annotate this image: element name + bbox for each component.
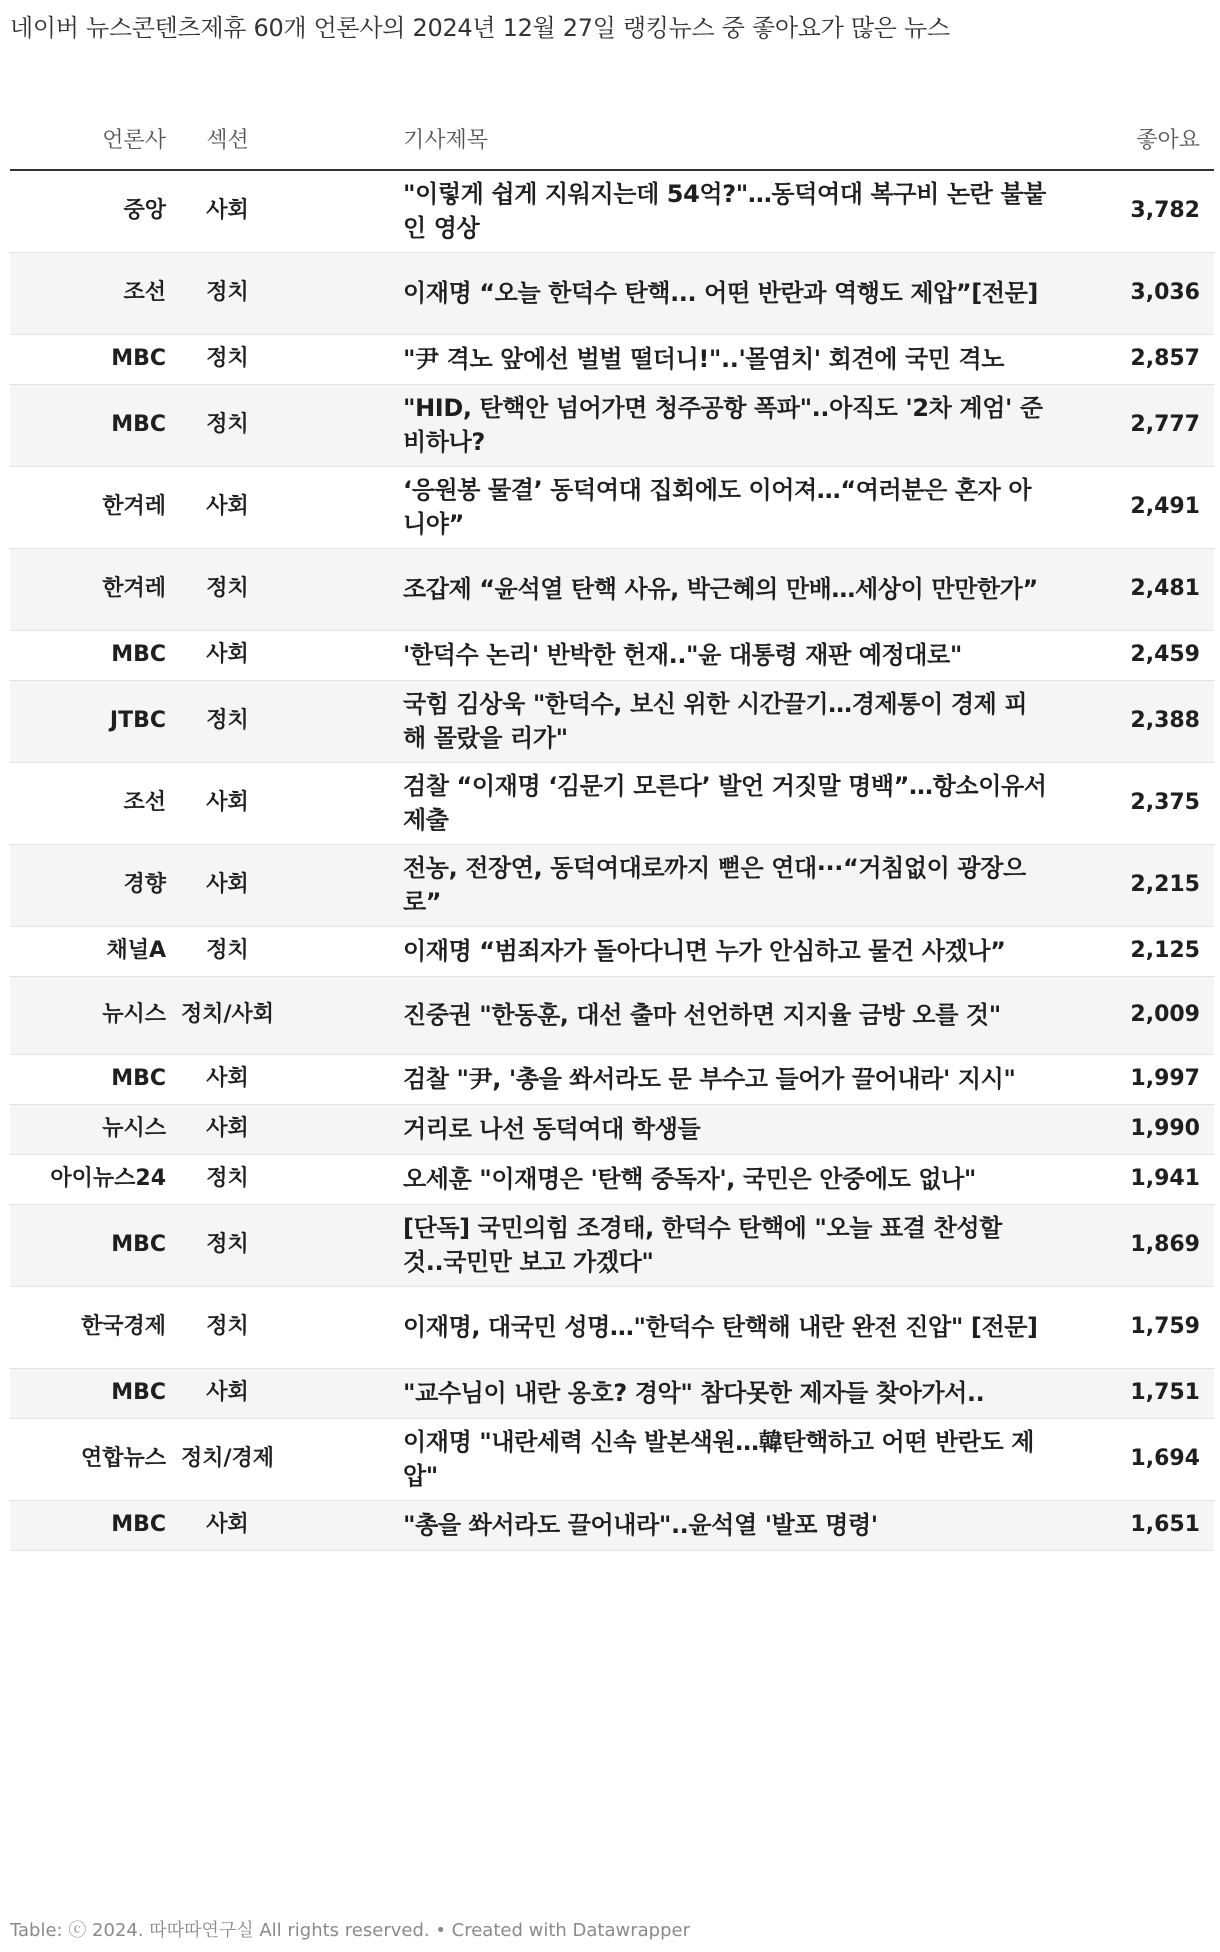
press-cell: 연합뉴스 — [10, 1418, 170, 1500]
table-row — [10, 384, 1214, 466]
section-cell: 정치 — [170, 548, 285, 630]
table-row — [10, 1418, 1214, 1500]
likes-cell: 1,751 — [1055, 1368, 1214, 1418]
footer-credit: Table: ⓒ 2024. 따따따연구실 All rights reserved. • Created with Datawrapper — [10, 1920, 690, 1941]
likes-cell: 2,459 — [1055, 630, 1214, 680]
section-cell: 사회 — [170, 1368, 285, 1418]
title-cell: "HID, 탄핵안 넘어가면 청주공항 폭파"..아직도 '2차 계엄' 준비하나? — [285, 384, 1055, 466]
likes-cell: 2,857 — [1055, 334, 1214, 384]
likes-cell: 2,375 — [1055, 762, 1214, 844]
section-cell: 정치 — [170, 1204, 285, 1286]
table-header-row — [10, 90, 1214, 170]
section-cell: 정치 — [170, 384, 285, 466]
section-cell: 사회 — [170, 170, 285, 252]
table-row — [10, 1154, 1214, 1204]
press-cell: MBC — [10, 334, 170, 384]
likes-cell: 2,215 — [1055, 844, 1214, 926]
press-cell: 중앙 — [10, 170, 170, 252]
table-row — [10, 630, 1214, 680]
likes-cell: 2,777 — [1055, 384, 1214, 466]
page-title: 네이버 뉴스콘텐츠제휴 60개 언론사의 2024년 12월 27일 랭킹뉴스 중 좋아요가 많은 뉴스 — [10, 14, 950, 42]
ranking-table — [10, 90, 1214, 1551]
table-row — [10, 926, 1214, 976]
likes-cell: 1,869 — [1055, 1204, 1214, 1286]
likes-cell: 3,036 — [1055, 252, 1214, 334]
section-cell: 사회 — [170, 630, 285, 680]
press-cell: 뉴시스 — [10, 976, 170, 1054]
likes-cell: 1,990 — [1055, 1104, 1214, 1154]
title-cell: 이재명 “범죄자가 돌아다니면 누가 안심하고 물건 사겠나” — [285, 926, 1055, 976]
title-cell: 전농, 전장연, 동덕여대로까지 뻗은 연대···“거침없이 광장으로” — [285, 844, 1055, 926]
table-row — [10, 466, 1214, 548]
title-cell: 진중권 "한동훈, 대선 출마 선언하면 지지율 금방 오를 것" — [285, 976, 1055, 1054]
table-row — [10, 1054, 1214, 1104]
likes-cell: 1,941 — [1055, 1154, 1214, 1204]
table-row — [10, 170, 1214, 252]
section-cell: 사회 — [170, 844, 285, 926]
section-cell: 정치 — [170, 1286, 285, 1368]
likes-cell: 2,481 — [1055, 548, 1214, 630]
title-cell: "교수님이 내란 옹호? 경악" 참다못한 제자들 찾아가서.. — [285, 1368, 1055, 1418]
table-row — [10, 762, 1214, 844]
title-cell: "이렇게 쉽게 지워지는데 54억?"…동덕여대 복구비 논란 불붙인 영상 — [285, 170, 1055, 252]
section-cell: 사회 — [170, 1500, 285, 1550]
likes-cell: 2,125 — [1055, 926, 1214, 976]
likes-cell: 1,997 — [1055, 1054, 1214, 1104]
press-cell: MBC — [10, 1500, 170, 1550]
table-row — [10, 1204, 1214, 1286]
press-cell: JTBC — [10, 680, 170, 762]
press-cell: MBC — [10, 384, 170, 466]
column-header-title[interactable]: 기사제목 — [285, 90, 1055, 170]
title-cell: 검찰 “이재명 ‘김문기 모른다’ 발언 거짓말 명백”…항소이유서 제출 — [285, 762, 1055, 844]
section-cell: 사회 — [170, 1054, 285, 1104]
section-cell: 정치 — [170, 926, 285, 976]
likes-cell: 3,782 — [1055, 170, 1214, 252]
section-cell: 사회 — [170, 466, 285, 548]
title-cell: 검찰 "尹, '총을 쏴서라도 문 부수고 들어가 끌어내라' 지시" — [285, 1054, 1055, 1104]
section-cell: 사회 — [170, 1104, 285, 1154]
title-cell: 오세훈 "이재명은 '탄핵 중독자', 국민은 안중에도 없나" — [285, 1154, 1055, 1204]
press-cell: 아이뉴스24 — [10, 1154, 170, 1204]
title-cell: 거리로 나선 동덕여대 학생들 — [285, 1104, 1055, 1154]
press-cell: MBC — [10, 1054, 170, 1104]
title-cell: "尹 격노 앞에선 벌벌 떨더니!"..'몰염치' 회견에 국민 격노 — [285, 334, 1055, 384]
title-cell: 조갑제 “윤석열 탄핵 사유, 박근혜의 만배…세상이 만만한가” — [285, 548, 1055, 630]
title-cell: 이재명 “오늘 한덕수 탄핵... 어떤 반란과 역행도 제압”[전문] — [285, 252, 1055, 334]
likes-cell: 1,759 — [1055, 1286, 1214, 1368]
title-cell: ‘응원봉 물결’ 동덕여대 집회에도 이어져…“여러분은 혼자 아니야” — [285, 466, 1055, 548]
table-row — [10, 1104, 1214, 1154]
title-cell: '한덕수 논리' 반박한 헌재.."윤 대통령 재판 예정대로" — [285, 630, 1055, 680]
table-row — [10, 1500, 1214, 1550]
table-row — [10, 976, 1214, 1054]
title-cell: 이재명, 대국민 성명…"한덕수 탄핵해 내란 완전 진압" [전문] — [285, 1286, 1055, 1368]
press-cell: 한국경제 — [10, 1286, 170, 1368]
press-cell: MBC — [10, 630, 170, 680]
section-cell: 정치 — [170, 334, 285, 384]
press-cell: 한겨레 — [10, 466, 170, 548]
press-cell: MBC — [10, 1368, 170, 1418]
title-cell: [단독] 국민의힘 조경태, 한덕수 탄핵에 "오늘 표결 찬성할 것..국민만 보고 가겠다" — [285, 1204, 1055, 1286]
likes-cell: 2,388 — [1055, 680, 1214, 762]
column-header-section[interactable]: 섹션 — [170, 90, 285, 170]
title-cell: 이재명 "내란세력 신속 발본색원…韓탄핵하고 어떤 반란도 제압" — [285, 1418, 1055, 1500]
press-cell: 뉴시스 — [10, 1104, 170, 1154]
column-header-likes[interactable]: 좋아요 — [1055, 90, 1214, 170]
table-row — [10, 334, 1214, 384]
table-row — [10, 844, 1214, 926]
table-row — [10, 680, 1214, 762]
title-cell: "총을 쏴서라도 끌어내라"..윤석열 '발포 명령' — [285, 1500, 1055, 1550]
table-row — [10, 1368, 1214, 1418]
table-row — [10, 252, 1214, 334]
section-cell: 정치 — [170, 252, 285, 334]
likes-cell: 1,694 — [1055, 1418, 1214, 1500]
title-cell: 국힘 김상욱 "한덕수, 보신 위한 시간끌기…경제통이 경제 피해 몰랐을 리가" — [285, 680, 1055, 762]
press-cell: 경향 — [10, 844, 170, 926]
table-row — [10, 1286, 1214, 1368]
press-cell: 채널A — [10, 926, 170, 976]
section-cell: 사회 — [170, 762, 285, 844]
likes-cell: 1,651 — [1055, 1500, 1214, 1550]
table-row — [10, 548, 1214, 630]
section-cell: 정치 — [170, 1154, 285, 1204]
press-cell: 조선 — [10, 252, 170, 334]
column-header-press[interactable]: 언론사 — [10, 90, 170, 170]
press-cell: 한겨레 — [10, 548, 170, 630]
press-cell: MBC — [10, 1204, 170, 1286]
likes-cell: 2,009 — [1055, 976, 1214, 1054]
section-cell: 정치/경제 — [170, 1418, 285, 1500]
likes-cell: 2,491 — [1055, 466, 1214, 548]
section-cell: 정치 — [170, 680, 285, 762]
press-cell: 조선 — [10, 762, 170, 844]
section-cell: 정치/사회 — [170, 976, 285, 1054]
